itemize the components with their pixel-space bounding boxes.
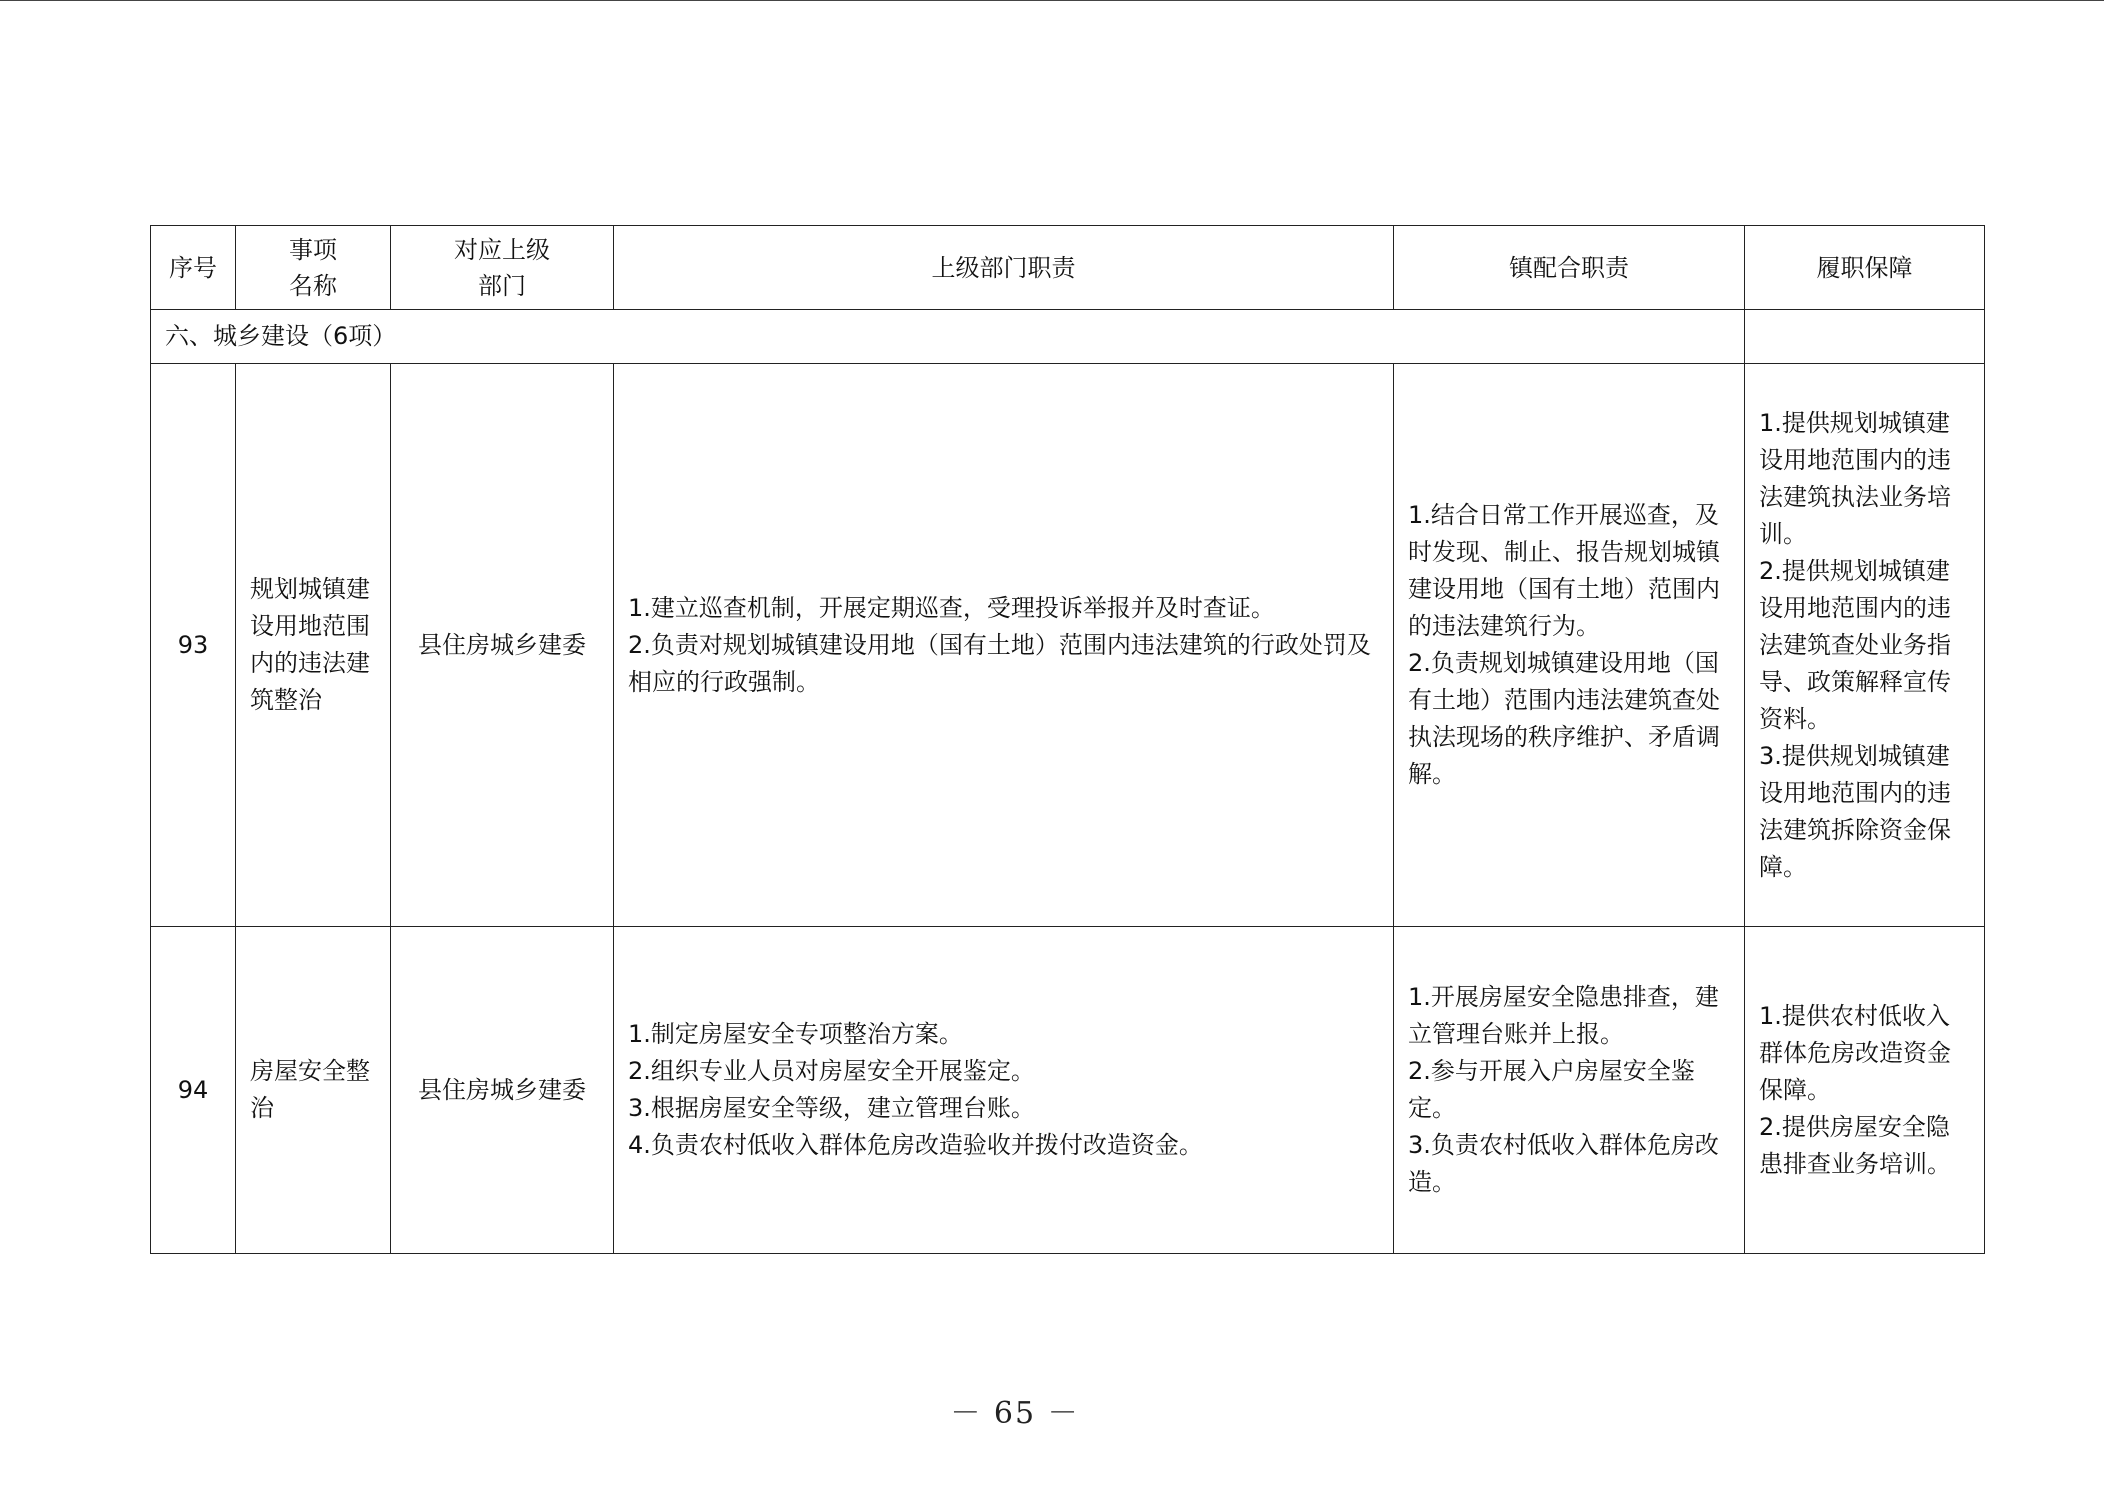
upper-duty-item: 2.负责对规划城镇建设用地（国有土地）范围内违法建筑的行政处罚及相应的行政强制。 [628, 630, 1371, 696]
guarantee-item: 3.提供规划城镇建设用地范围内的违法建筑拆除资金保障。 [1759, 741, 1951, 881]
row-number: 94 [151, 927, 236, 1254]
header-upper-duty: 上级部门职责 [614, 226, 1394, 310]
item-name: 房屋安全整治 [236, 927, 391, 1254]
guarantee-item: 1.提供规划城镇建设用地范围内的违法建筑执法业务培训。 [1759, 408, 1951, 548]
upper-duty-item: 1.建立巡查机制，开展定期巡查，受理投诉举报并及时查证。 [628, 593, 1275, 622]
upper-duties [614, 927, 1394, 1254]
header-town-duty: 镇配合职责 [1394, 226, 1745, 310]
guarantees [1745, 927, 1985, 1254]
guarantee-item: 1.提供农村低收入群体危房改造资金保障。 [1759, 1001, 1951, 1104]
section-empty-cell [1745, 310, 1985, 364]
item-name: 规划城镇建设用地范围内的违法建筑整治 [236, 364, 391, 927]
town-duty-item: 2.参与开展入户房屋安全鉴定。 [1408, 1057, 1695, 1122]
header-name [236, 226, 391, 310]
table-row [151, 927, 1985, 1254]
table-row [151, 364, 1985, 927]
town-duties [1394, 364, 1745, 927]
town-duty-item: 1.结合日常工作开展巡查，及时发现、制止、报告规划城镇建设用地（国有土地）范围内的违法建筑行为。 [1408, 501, 1720, 640]
department: 县住房城乡建委 [391, 927, 614, 1254]
section-title: 六、城乡建设（6项） [151, 310, 1745, 364]
header-dept [391, 226, 614, 310]
header-name-line2: 名称 [289, 271, 337, 300]
page-top-border [0, 0, 2104, 1]
town-duty-item: 2.负责规划城镇建设用地（国有土地）范围内违法建筑查处执法现场的秩序维护、矛盾调解。 [1408, 649, 1720, 788]
upper-duty-item: 1.制定房屋安全专项整治方案。 [628, 1020, 963, 1048]
upper-duty-item: 3.根据房屋安全等级，建立管理台账。 [628, 1094, 1035, 1122]
upper-duty-item: 4.负责农村低收入群体危房改造验收并拨付改造资金。 [628, 1131, 1203, 1159]
guarantee-item: 2.提供规划城镇建设用地范围内的违法建筑查处业务指导、政策解释宣传资料。 [1759, 556, 1951, 733]
upper-duty-item: 2.组织专业人员对房屋安全开展鉴定。 [628, 1057, 1035, 1085]
town-duty-item: 1.开展房屋安全隐患排查，建立管理台账并上报。 [1408, 983, 1719, 1048]
header-dept-line1: 对应上级 [454, 235, 550, 264]
row-number: 93 [151, 364, 236, 927]
guarantee-item: 2.提供房屋安全隐患排查业务培训。 [1759, 1112, 1951, 1178]
guarantees [1745, 364, 1985, 927]
town-duties [1394, 927, 1745, 1254]
header-no: 序号 [151, 226, 236, 310]
department: 县住房城乡建委 [391, 364, 614, 927]
header-dept-line2: 部门 [478, 271, 526, 300]
header-guarantee: 履职保障 [1745, 226, 1985, 310]
header-name-line1: 事项 [289, 235, 337, 264]
page-number: － 65 － [950, 1396, 1080, 1431]
town-duty-item: 3.负责农村低收入群体危房改造。 [1408, 1131, 1719, 1196]
section-row [151, 310, 1985, 364]
duty-table [150, 225, 1985, 1254]
table-header-row [151, 226, 1985, 310]
upper-duties [614, 364, 1394, 927]
